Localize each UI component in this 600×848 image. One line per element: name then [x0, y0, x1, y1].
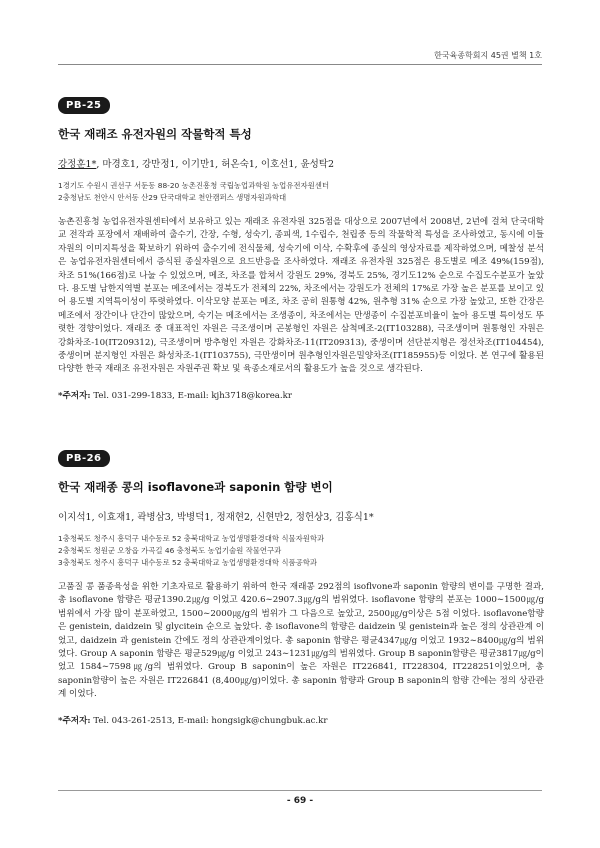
author-list [58, 509, 544, 523]
contact-info [58, 714, 544, 726]
abstract-text: 농촌진흥청 농업유전자원센터에서 보유하고 있는 재래조 유전자원 325점을 대상으로 2007년에서 2008년, 2년에 걸쳐 단국대학교 전작과 포장에서 재배하여 출수기, 간장, 수형, 성숙기, 종피색, 1수립수, 천립중 등의 작물학적 특성을 조사하였고, 동시에 이들 자원의 이미지특성을 확보하기 위하여 출수기에 전식물체, 성숙기에 이삭, 수확후에 종실의 영상자료를 제작하였으며, 메찰성 분석은 농업유전자원센터에서 증식된 종실자원으로 요드반응을 조사하였다. 재래조 유전자원 325점은 용도별로 메조 49%(159점), 차조 51%(166점)로 나눌 수 있었으며, 메조, 차조를 합쳐서 강원도 29%, 경북도 25%, 경기도12% 순으로 수집도수분포가 높았다. 용도별 남한지역별 분포는 메조에서는 경북도가 전체의 22%, 차조에서는 강원도가 전체의 17%로 가장 높은 분포를 보이고 있어 용도별 지역특이성이 뚜렷하였다. 이삭모양 분포는 메조, 차조 공히 원통형 42%, 원추형 31% 순으로 가장 높았고, 또한 간장은 메조에서 장간이나 단간이 많았으며, 숙기는 메조에서는 조생종이, 차조에서는 만생종이 수집분포비율이 높아 용도별 특이성도 뚜렷한 경향이었다. 재래조 중 대표적인 자원은 극조생이며 곤봉형인 자원은 삼척메조-2(IT103288), 극조생이며 원통형인 자원은 강화차조-10(IT209312), 극조생이며 방추형인 자원은 강화차조-11(IT209313), 중생이며 선단분지형은 정선차조(IT104454), 중생이며 분지형인 자원은 화성차조-1(IT103755), 극만생이며 원추형인자원은밀양차조(IT185955)등 이었다. 본 연구에 활용된 다양한 한국 재래조 유전자원은 자원주권 확보 및 육종소재로서의 활용도가 높을 것으로 생각된다. [58, 217, 544, 375]
affiliation-1: 1충청북도 청주시 흥덕구 내수동로 52 충북대학교 농업생명환경대학 식물자원학과 [58, 534, 325, 543]
co-authors: 이지석1, 이효재1, 곽병삼3, 박병덕1, 정재현2, 신현만2, 정헌상3, 김홍식1* [58, 512, 374, 523]
contact-details: Tel. 031-299-1833, E-mail: kjh3718@korea.kr [93, 390, 292, 401]
affiliation-2: 2충청남도 천안시 안서동 산29 단국대학교 천안캠퍼스 생명자원과학대 [58, 193, 287, 202]
affiliation-3: 3충청북도 청주시 흥덕구 내수동로 52 충북대학교 농업생명환경대학 식품공학과 [58, 558, 318, 567]
journal-header: 한국육종학회지 45권 별책 1호 [434, 51, 542, 60]
affiliation-1: 1경기도 수원시 권선구 서둔동 88-20 농촌진흥청 국립농업과학원 농업유전자원센터 [58, 181, 330, 190]
article-title: 한국 재래종 콩의 isoflavone과 saponin 함량 변이 [58, 480, 333, 494]
header-divider [58, 64, 542, 65]
contact-details: Tel. 043-261-2513, E-mail: hongsigk@chungbuk.ac.kr [93, 715, 328, 726]
article-badge: PB-26 [58, 450, 110, 467]
author-list [58, 156, 544, 170]
article-badge: PB-25 [58, 97, 110, 114]
affiliations [58, 533, 544, 569]
article-pb-26 [58, 446, 544, 726]
affiliation-2: 2충청북도 청원군 오창읍 가곡길 46 충청북도 농업기술원 작물연구과 [58, 546, 282, 555]
co-authors: , 마경호1, 강만정1, 이기만1, 허온숙1, 이호선1, 윤성탁2 [96, 159, 335, 170]
abstract-text: 고품질 콩 품종육성을 위한 기초자료로 활용하기 위하여 한국 재래콩 292점의 isoflvone과 saponin 함량의 변이를 구명한 결과, 총 isoflavone 함량은 평균1390.2㎍/g 이었고 420.6∼2907.3㎍/g의 범위였다. isoflavone 함량의 분포는 1000∼1500㎍/g 범위에서 가장 많이 분포하였고, 1500∼2000㎍/g의 범위가 그 다음으로 높았고, 2500㎍/g이상은 5점 이었다. isoflavone함량은 genistein, daidzein 및 glycitein 순으로 높았다. 총 isoflavone의 함량은 daidzein 및 genistein과 높은 정의 상관관계 이었고, daidzein 과 genistein 간에도 정의 상관관계이었다. 총 saponin 함량은 평균4347㎍/g 이었고 1932∼8400㎍/g의 범위였다. Group A saponin 함량은 평균529㎍/g 이었고 243∼1231㎍/g의 범위였다. Group B saponin함량은 평균3817㎍/g이었고 1584∼7598㎍/g의 범위였다. Group B saponin이 높은 자원은 IT226841, IT228304, IT228251이었으며, 총 saponin함량이 높은 자원은 IT226841 (8,400㎍/g)이었다. 총 saponin 함량과 Group B saponin의 함량 간에는 정의 상관관계 이었다. [58, 582, 544, 700]
contact-info [58, 389, 544, 401]
corresponding-author: 강정훈1* [58, 159, 97, 170]
affiliations [58, 180, 544, 204]
article-title: 한국 재래조 유전자원의 작물학적 특성 [58, 127, 252, 141]
page-number: - 69 - [286, 796, 314, 806]
contact-label: *주저자: [58, 715, 91, 726]
footer-divider [58, 790, 542, 791]
contact-label: *주저자: [58, 390, 91, 401]
article-pb-25 [58, 93, 544, 401]
